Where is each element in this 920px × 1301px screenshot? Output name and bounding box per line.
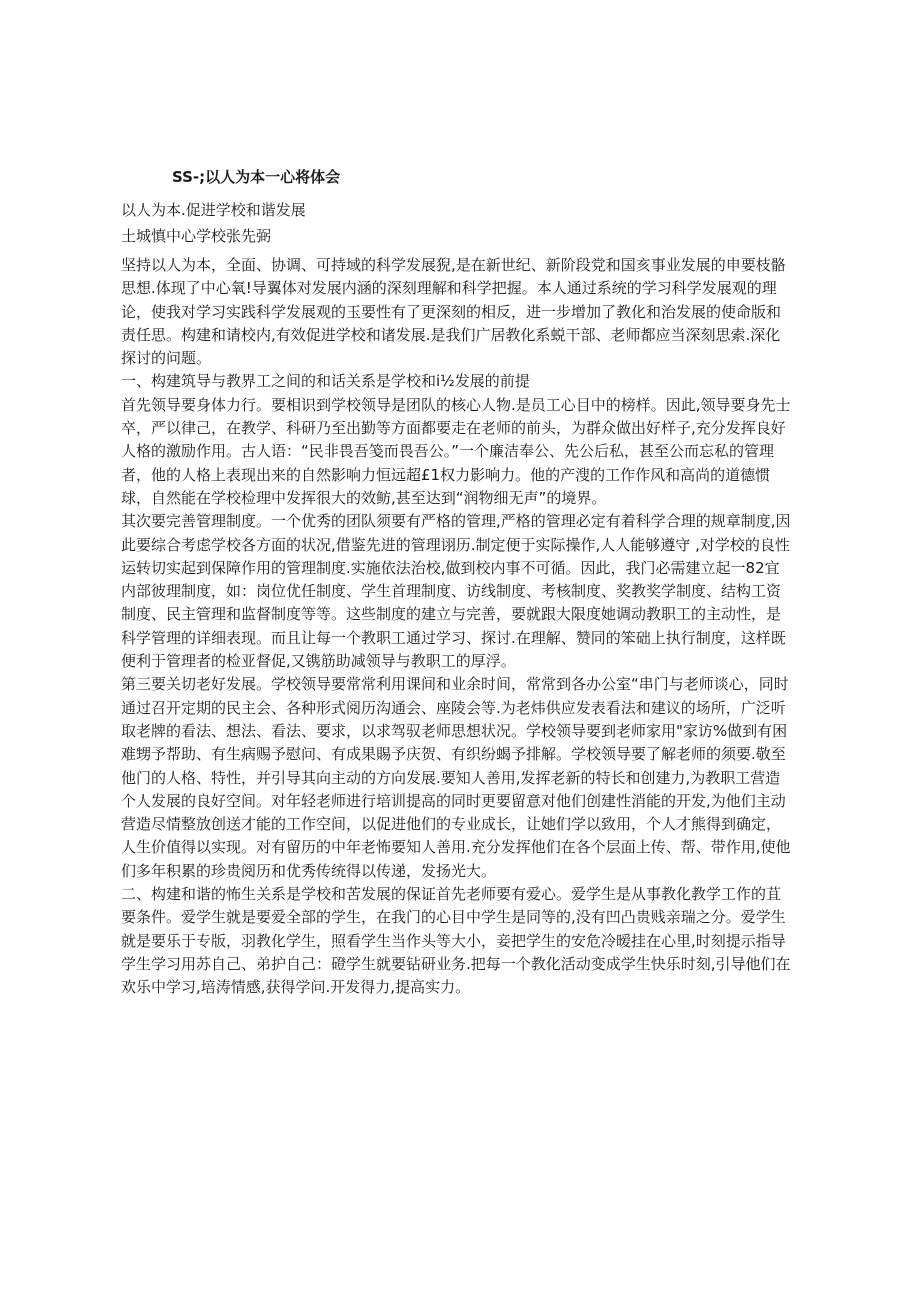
- paragraph-leadership: 首先领导要身体力行。要相识到学校领导是团队的核心人物.是员工心目中的榜样。因此,领导要身先士卒，严以律己，在教学、科研乃至出勤等方面都要走在老师的前头，为群众做出好样子,充分发挥良好人格的激励作用。古人语：“民非畏吾笺而畏吾公。”一个廉洁奉公、先公后私，甚至公而忘私的管理者，他的人格上表现出来的自然影响力恒远超£1权力影响力。他的产溲的工作作风和高尚的道德惯球，自然能在学校检理中发挥很大的效鲂,甚至达到“润物细无声”的境界。: [121, 395, 791, 507]
- section-heading-1: 一、构建筑导与教界工之间的和话关系是学校和i½发展的前提: [121, 372, 530, 391]
- paragraph-teacher-development: 第三要关切老好发展。学校领导要常常利用课间和业余时间，常常到各办公室“串门与老师谈心，同时通过召开定期的民主会、各种形式阅历沟通会、座陵会等.为老炜供应发表看法和建议的场所，广泛听取老牌的看法、想法、看法、要求，以求驾驭老师思想状况。学校领导要到老师家用"家访%做到有困难甥予帮助、有生病赐予慰问、有成果賜予庆贺、有织纷蝎予排解。学校领导要了解老师的须要.敬至他门的人格、特性，并引导其向主动的方向发展.要知人善用,发挥老新的特长和创建力,为教职工营造个人发展的良好空间。对年轻老师进行培训提高的同时更要留意对他们创建性消能的开发,为他们主动营造尽情整放创送才能的工作空间，以促进他们的专业成长，让她们学以致用，个人才熊得到确定，人生价值得以实现。对有留历的中年老怖要知人善用.充分发挥他们在各个层面上传、帮、带作用,使他们多年积累的珍贵阅历和优秀传统得以传递，发扬光大。: [121, 675, 791, 880]
- paragraph-teacher-student: 二、构建和谐的怖生关系是学校和苦发展的保证首先老师要有爱心。爱学生是从事教化教学工作的苴要条件。爱学生就是要爱全部的学生，在我门的心目中学生是同等的,没有凹凸贵贱亲瑞之分。爱学生就是要乐于专版，羽教化学生，照看学生当作头等大小，妾把学生的安危冷暧挂在心里,时刻提示指导学生学习用苏自己、弟护自己：磴学生就要钻研业务.把每一个教化活动变成学生快乐时刻,引导他们在欢乐中学习,培涛情感,获得学问.开发得力,提高实力。: [121, 885, 791, 997]
- document-subtitle: 以人为本.促进学校和谐发展: [121, 201, 306, 219]
- paragraph-intro: 坚持以人为本，全面、协调、可持域的科学发展猊,是在新世纪、新阶段党和国亥事业发展的申要枝骼思想.体现了中心氧!导翼体对发展内涵的深刻理解和科学把握。本人通过系统的学习科学发展观的理论，使我对学习实践科学发展观的玉要性有了更深刻的相反，进一步增加了教化和治发展的使命版和责任思。构建和请校内,有效促进学校和诸发展.是我们广居教化系蜕干部、老师都应当深刻思索.深化探讨的问题。: [121, 256, 786, 368]
- document-title: SS-;以人为本一心将体会: [172, 168, 341, 186]
- paragraph-management-system: 其次要完善管理制度。一个优秀的团队须要有严格的管理,严格的管理必定有着科学合理的规章制度,因此要综合考虑学校各方面的状况,借鉴先进的管理诩历.制定便于实际操作,人人能够遵守 ,对学校的良性运转切实起到保障作用的管理制度.实施依法治校,做到校内事不可循。因此，我门必需建立起一82宜内部彼理制度，如：岗位优任制度、学生首理制度、访线制度、考核制度、奖教奖学制度、结构工资制度、民主管理和监督制度等等。这些制度的建立与完善，要就跟大限度她调动教职工的主动性，是科学管理的详细表现。而且让每一个教职工通过学习、探讨.在理解、赞同的笨础上执行制度，这样既便利于管理者的检亚督促,又镌筋助减领导与教职工的厚浮。: [121, 512, 791, 671]
- author-line: 土城慎中心学校张先弼: [121, 227, 272, 245]
- document-body: [121, 254, 793, 1000]
